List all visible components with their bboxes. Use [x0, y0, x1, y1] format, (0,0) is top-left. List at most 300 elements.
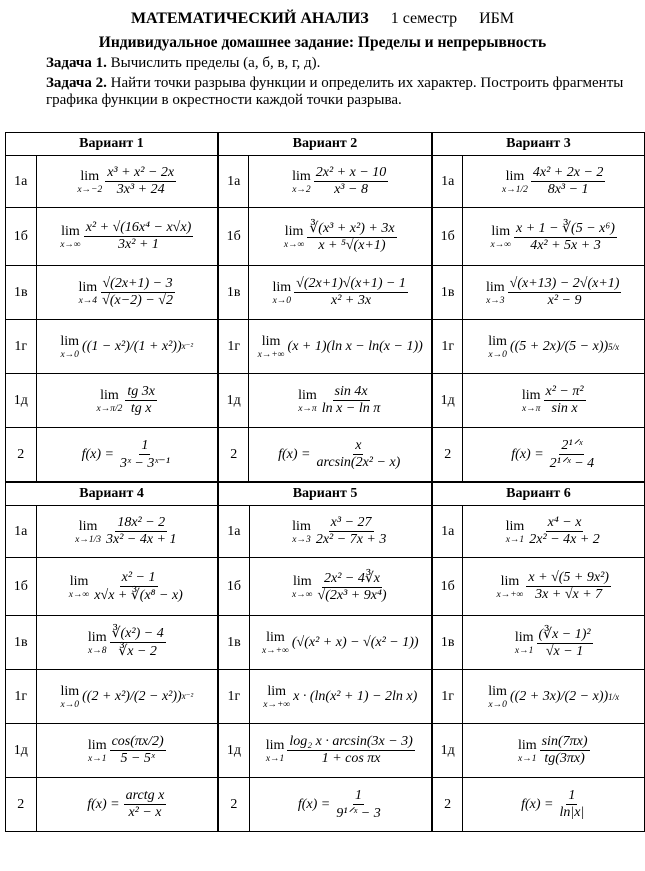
assignment-title: Индивидуальное домашнее задание: Пределы и непрерывность: [98, 34, 547, 51]
denominator: sin x: [551, 401, 578, 416]
formula: [60, 684, 193, 710]
numerator: x⁴ − x: [547, 515, 582, 530]
limit-subscript: x→∞: [60, 239, 81, 250]
limit-subscript: x→0: [488, 699, 507, 710]
limit-operator: [266, 738, 285, 764]
fraction: [548, 437, 597, 472]
problem-formula: [249, 208, 432, 266]
problem-formula: [36, 208, 218, 266]
fraction: [508, 276, 622, 309]
problem-formula: [36, 156, 218, 208]
formula: [292, 165, 388, 198]
formula: [491, 220, 617, 254]
problem-label: 1д: [432, 374, 463, 428]
denominator: x² + 3x: [331, 293, 372, 308]
problem-formula: [249, 778, 432, 832]
problem-formula: [36, 558, 218, 616]
expression: ((5 + 2x)/(5 − x)): [509, 338, 609, 354]
fraction: [125, 384, 157, 417]
fraction: [118, 438, 172, 472]
fraction: [526, 570, 611, 603]
limit-word: lim: [488, 683, 507, 699]
denominator: ln|x|: [559, 805, 585, 820]
limit-operator: [96, 388, 122, 414]
numerator: cos(πx/2): [111, 734, 164, 749]
fraction: [527, 515, 602, 548]
limit-word: lim: [298, 387, 317, 403]
limit-word: lim: [272, 279, 292, 295]
problem-formula: [36, 428, 218, 482]
limit-subscript: x→1: [505, 534, 525, 545]
fraction: [320, 384, 382, 417]
limit-subscript: x→∞: [292, 589, 313, 600]
problem-label: 1г: [218, 670, 249, 724]
denominator: tg(3πx): [544, 751, 585, 766]
numerator: x² − 1: [121, 569, 156, 585]
limit-subscript: x→π: [298, 403, 317, 414]
denominator: 4x² + 5x + 3: [530, 237, 601, 253]
problem-formula: [249, 616, 432, 670]
limit-subscript: x→−2: [77, 184, 103, 195]
problem-label: 1д: [6, 374, 37, 428]
formula: [272, 276, 407, 309]
problem-label: 1д: [218, 374, 249, 428]
numerator: x + √(5 + 9x²): [528, 570, 609, 585]
fraction: [537, 626, 593, 660]
limit-word: lim: [267, 683, 287, 699]
formula: [488, 334, 619, 360]
problem-formula: [463, 616, 645, 670]
problem-formula: [36, 506, 218, 558]
problem-label: 1г: [6, 670, 37, 724]
numerator: x² − π²: [545, 384, 584, 399]
formula: [292, 515, 388, 548]
denominator: x³ − 8: [334, 182, 368, 197]
problem-formula: [249, 428, 432, 482]
numerator: sin 4x: [334, 384, 368, 399]
limit-subscript: x→π: [521, 403, 541, 414]
fraction: [105, 165, 176, 198]
variant-header-row: [6, 133, 645, 156]
limit-operator: [88, 738, 107, 764]
problem-formula: [249, 506, 432, 558]
problem-label: 1б: [6, 208, 37, 266]
fraction: [540, 734, 590, 767]
limit-operator: [486, 280, 505, 306]
denominator: x + ⁵√(x+1): [318, 237, 386, 253]
problem-row: [6, 374, 645, 428]
formula: [298, 384, 382, 417]
denominator: √(x−2) − √2: [102, 293, 173, 308]
limit-subscript: x→+∞: [496, 589, 524, 600]
problem-label: 1г: [6, 320, 37, 374]
problem-label: 1б: [432, 208, 463, 266]
numerator: 1: [141, 437, 149, 453]
limit-subscript: x→3: [292, 534, 311, 545]
limit-subscript: x→∞: [283, 239, 305, 250]
limit-subscript: x→0: [60, 349, 79, 360]
formula: [96, 384, 156, 417]
limit-subscript: x→∞: [490, 239, 512, 250]
numerator: (∛x − 1)²: [538, 626, 591, 642]
problem-formula: [463, 208, 645, 266]
problem-row: [6, 506, 645, 558]
problem-row: [6, 208, 645, 266]
limit-subscript: x→0: [272, 295, 292, 306]
expression: ((2 + x²)/(2 − x²)): [82, 688, 182, 704]
limit-operator: [522, 388, 541, 414]
limit-operator: [506, 519, 525, 545]
limit-subscript: x→1: [514, 645, 534, 656]
fraction: [314, 165, 389, 198]
problem-formula: [463, 320, 645, 374]
formula: [87, 788, 166, 821]
problem-label: 1в: [218, 616, 249, 670]
problem-row: [6, 156, 645, 208]
formula: [292, 570, 388, 604]
function-lhs: f(x) =: [278, 446, 311, 462]
problem-label: 1б: [218, 208, 249, 266]
limit-subscript: x→0: [60, 699, 80, 710]
numerator: sin(7πx): [541, 734, 588, 749]
exponent: 5/x: [608, 341, 620, 352]
limit-subscript: x→1/3: [75, 534, 101, 545]
limit-word: lim: [505, 518, 525, 534]
variant-heading: Вариант 3: [432, 133, 645, 156]
limit-operator: [515, 630, 534, 656]
denominator: x² − x: [128, 805, 162, 820]
formula: [515, 626, 593, 660]
problem-formula: [463, 428, 645, 482]
formula: [60, 334, 193, 360]
denominator: x² − 9: [547, 293, 582, 308]
formula: [69, 570, 185, 604]
function-lhs: f(x) =: [87, 796, 120, 812]
problem-label: 1д: [218, 724, 249, 778]
numerator: x + 1 − ∛(5 − x⁶): [516, 220, 615, 236]
fraction: [287, 734, 414, 767]
fraction: [110, 734, 166, 767]
formula: [77, 165, 176, 198]
limit-word: lim: [78, 279, 98, 295]
problem-formula: [36, 670, 218, 724]
fraction: [307, 220, 396, 254]
numerator: √(2x+1)√(x+1) − 1: [296, 276, 406, 291]
variant-heading: Вариант 5: [218, 483, 432, 506]
numerator: 2¹ᐟˣ: [561, 438, 583, 453]
function-lhs: f(x) =: [511, 446, 544, 462]
limit-operator: [77, 169, 102, 195]
problem-formula: [249, 558, 432, 616]
problem-formula: [463, 374, 645, 428]
numerator: 4x² + 2x − 2: [532, 165, 604, 180]
denominator: 3x + √x + 7: [535, 587, 603, 602]
fraction: [110, 625, 166, 660]
limit-word: lim: [491, 223, 511, 239]
function-lhs: f(x) =: [297, 796, 331, 812]
fraction: [514, 220, 617, 254]
denominator: 3ˣ − 3ˣ⁻¹: [119, 455, 170, 471]
problem-formula: [36, 320, 218, 374]
limit-word: lim: [292, 573, 312, 589]
limit-word: lim: [78, 518, 98, 534]
problem-label: 2: [6, 778, 37, 832]
numerator: √(2x+1) − 3: [102, 276, 173, 291]
limit-operator: [292, 519, 311, 545]
denominator: 3x² − 4x + 1: [105, 532, 177, 547]
problem-label: 1б: [218, 558, 249, 616]
limit-operator: [88, 630, 107, 656]
problem-label: 1в: [6, 266, 37, 320]
limit-subscript: x→+∞: [263, 699, 291, 710]
denominator: ∛x − 2: [118, 644, 157, 659]
problem-label: 1г: [432, 320, 463, 374]
limit-operator: [284, 224, 305, 250]
formula: [502, 165, 605, 198]
formula: [497, 570, 611, 603]
limit-operator: [502, 169, 528, 195]
denominator: ln x − ln π: [321, 401, 381, 416]
function-lhs: f(x) =: [521, 796, 554, 812]
fraction: [316, 570, 389, 604]
limit-subscript: x→+∞: [261, 645, 289, 656]
numerator: x³ + x² − 2x: [107, 165, 175, 180]
problem-label: 1г: [432, 670, 463, 724]
expression: ((2 + 3x)/(2 − x)): [509, 688, 609, 704]
group: ИБМ: [479, 10, 515, 27]
limit-word: lim: [284, 223, 304, 239]
task-2: [46, 75, 626, 109]
limit-word: lim: [100, 387, 119, 403]
problem-formula: [463, 156, 645, 208]
limit-subscript: x→8: [88, 645, 107, 656]
problem-row: [6, 616, 645, 670]
variants-table-2: [5, 482, 645, 832]
problem-label: 1в: [432, 616, 463, 670]
limit-word: lim: [514, 629, 534, 645]
formula: [488, 684, 619, 710]
formula: [88, 625, 166, 660]
function-lhs: f(x) =: [81, 446, 114, 462]
numerator: arctg x: [125, 788, 165, 803]
limit-word: lim: [69, 573, 89, 589]
denominator: 1 + cos πx: [321, 751, 381, 766]
fraction: [314, 515, 389, 548]
task-1: [46, 55, 626, 72]
numerator: 18x² − 2: [117, 515, 166, 530]
problem-label: 1д: [432, 724, 463, 778]
fraction: [104, 515, 179, 548]
formula: [511, 437, 596, 472]
semester: 1 семестр: [390, 10, 458, 27]
problem-label: 1а: [432, 156, 463, 208]
problem-row: [6, 428, 645, 482]
problem-label: 1а: [6, 506, 37, 558]
numerator: x³ − 27: [330, 515, 372, 530]
course-title: МАТЕМАТИЧЕСКИЙ АНАЛИЗ: [130, 10, 369, 27]
limit-word: lim: [60, 333, 80, 349]
problem-formula: [36, 616, 218, 670]
problem-label: 2: [432, 778, 463, 832]
numerator: 1: [354, 787, 362, 803]
limit-word: lim: [517, 737, 537, 753]
fraction: [314, 438, 402, 471]
limit-operator: [263, 684, 290, 710]
limit-operator: [491, 224, 512, 250]
limit-word: lim: [521, 387, 541, 403]
problem-label: 1г: [218, 320, 249, 374]
limit-word: lim: [265, 737, 285, 753]
title-line: [0, 10, 645, 28]
limit-operator: [258, 334, 285, 360]
problem-label: 1а: [218, 506, 249, 558]
numerator: 2x² + x − 10: [315, 165, 387, 180]
task-1-label: Задача 1.: [46, 55, 107, 71]
formula: [75, 515, 178, 548]
problem-label: 2: [218, 778, 249, 832]
fraction: [544, 384, 586, 417]
problem-label: 2: [6, 428, 37, 482]
problem-row: [6, 320, 645, 374]
limit-operator: [298, 388, 317, 414]
fraction: [124, 788, 167, 821]
problem-formula: [249, 156, 432, 208]
problem-formula: [463, 670, 645, 724]
problem-formula: [249, 724, 432, 778]
problem-formula: [463, 266, 645, 320]
exponent: x⁻²: [181, 341, 194, 351]
limit-subscript: x→3: [486, 295, 505, 306]
limit-word: lim: [266, 629, 285, 645]
problem-label: 2: [432, 428, 463, 482]
limit-subscript: x→π/2: [96, 403, 123, 414]
numerator: 1: [568, 788, 576, 803]
limit-word: lim: [505, 168, 525, 184]
task-2-text: Найти точки разрыва функции и определить их характер. Построить фрагменты графика функции в окрестности каждой точки разрыва.: [46, 75, 624, 108]
limit-operator: [488, 334, 507, 360]
limit-word: lim: [87, 737, 107, 753]
task-1-text: Вычислить пределы (а, б, в, г, д).: [110, 55, 321, 71]
limit-subscript: x→2: [292, 184, 311, 195]
formula: [518, 734, 590, 767]
problem-formula: [463, 778, 645, 832]
fraction: [294, 276, 408, 309]
limit-operator: [272, 280, 291, 306]
variant-heading: Вариант 6: [432, 483, 645, 506]
formula: [88, 734, 166, 767]
problem-formula: [36, 266, 218, 320]
problem-label: 1а: [432, 506, 463, 558]
variant-heading: Вариант 2: [218, 133, 432, 156]
limit-subscript: x→0: [488, 349, 507, 360]
problem-label: 1б: [6, 558, 37, 616]
denominator: 9¹ᐟˣ − 3: [336, 805, 381, 821]
variant-heading: Вариант 1: [6, 133, 218, 156]
formula: [278, 438, 402, 471]
denominator: √(2x³ + 9x⁴): [317, 587, 387, 603]
limit-operator: [518, 738, 537, 764]
problem-formula: [36, 374, 218, 428]
problem-formula: [249, 266, 432, 320]
denominator: 2¹ᐟˣ − 4: [549, 456, 595, 471]
limit-operator: [488, 684, 507, 710]
exponent: 1/x: [608, 691, 620, 702]
limit-word: lim: [292, 518, 311, 534]
limit-operator: [60, 224, 81, 250]
formula: [266, 734, 415, 767]
limit-subscript: x→4: [78, 295, 98, 306]
problem-formula: [36, 724, 218, 778]
limit-word: lim: [500, 573, 520, 589]
numerator: x: [355, 438, 362, 453]
expression: ((1 − x²)/(1 + x²)): [82, 338, 182, 354]
problem-formula: [249, 374, 432, 428]
problem-formula: [36, 778, 218, 832]
limit-word: lim: [261, 333, 281, 349]
expression: x · (ln(x² + 1) − 2ln x): [293, 688, 418, 704]
expression: (√(x² + x) − √(x² − 1)): [291, 634, 419, 650]
variants-table-1: [5, 132, 645, 482]
formula: [60, 220, 193, 253]
fraction: [84, 220, 194, 253]
limit-word: lim: [292, 168, 311, 184]
fraction: [100, 276, 175, 309]
limit-subscript: x→∞: [68, 589, 90, 600]
denominator: 8x³ − 1: [547, 182, 589, 197]
problem-label: 1б: [432, 558, 463, 616]
formula: [82, 438, 172, 472]
problem-label: 1д: [6, 724, 37, 778]
limit-word: lim: [61, 223, 80, 239]
formula: [284, 220, 397, 254]
numerator: log₂ x · arcsin(3x − 3): [289, 734, 413, 749]
limit-operator: [75, 519, 101, 545]
formula: [78, 276, 174, 309]
problem-label: 1а: [218, 156, 249, 208]
problem-formula: [249, 670, 432, 724]
problem-label: 1в: [432, 266, 463, 320]
problem-formula: [249, 320, 432, 374]
limit-word: lim: [80, 168, 100, 184]
fraction: [92, 570, 185, 604]
formula: [522, 384, 586, 417]
exponent: x⁻²: [181, 691, 194, 701]
problem-formula: [463, 724, 645, 778]
task-2-label: Задача 2.: [46, 75, 107, 91]
limit-operator: [292, 574, 313, 600]
expression: (x + 1)(ln x − ln(x − 1)): [287, 338, 423, 354]
denominator: 3x³ + 24: [116, 182, 165, 197]
problem-row: [6, 778, 645, 832]
denominator: 3x² + 1: [118, 237, 159, 252]
variant-header-row: [6, 483, 645, 506]
problem-label: 1в: [218, 266, 249, 320]
limit-word: lim: [87, 629, 107, 645]
limit-operator: [69, 574, 90, 600]
formula: [506, 515, 602, 548]
denominator: 2x² − 7x + 3: [315, 532, 387, 547]
denominator: arcsin(2x² − x): [316, 455, 401, 470]
limit-operator: [78, 280, 97, 306]
limit-word: lim: [60, 683, 80, 699]
limit-word: lim: [485, 279, 505, 295]
denominator: tg x: [130, 401, 152, 416]
formula: [258, 334, 423, 360]
formula: [521, 788, 586, 821]
formula: [486, 276, 621, 309]
problem-row: [6, 724, 645, 778]
denominator: x√x + ∛(x⁸ − x): [94, 587, 183, 603]
